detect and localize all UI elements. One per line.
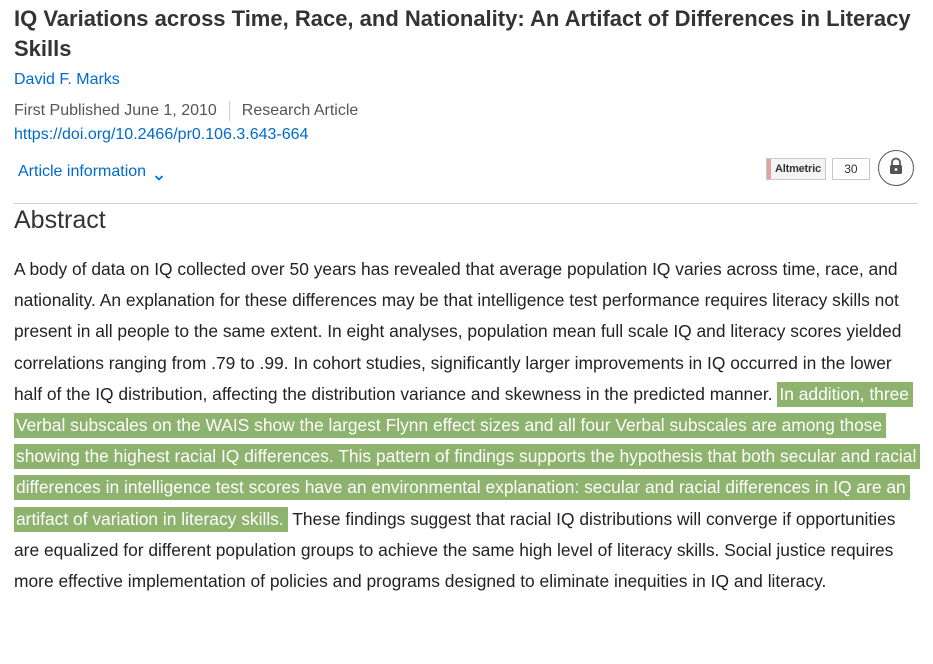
article-information-toggle[interactable] xyxy=(18,160,164,184)
lock-icon xyxy=(888,157,904,180)
publication-meta xyxy=(14,99,358,123)
abstract-text-part-3: These findings suggest that racial IQ distributions will converge if opportunities are equalized for different population groups to achieve the same high level of literacy skills. Social justice requires more effective implementation of policies and programs designed to eliminate inequities in IQ and literacy. xyxy=(14,508,896,592)
abstract-heading: Abstract xyxy=(14,206,106,234)
first-published-date: First Published June 1, 2010 xyxy=(14,102,217,119)
section-divider xyxy=(14,203,918,204)
highlighted-text: In addition, three Verbal subscales on the WAIS show the largest Flynn effect sizes and all four Verbal subscales are among those showing the highest racial IQ differences. This pattern of findings supports the hypothesis that both secular and racial differences in intelligence test scores have an environmental explanation: secular and racial differences in IQ are an artifact of variation in literacy skills. xyxy=(14,382,920,532)
article-information-label: Article information xyxy=(18,163,147,180)
abstract-text-part-1: A body of data on IQ collected over 50 years has revealed that average population IQ varies across time, race, and nationality. An explanation for these differences may be that intelligence test performance requires literacy skills not present in all people to the same extent. In eight analyses, population mean full scale IQ and literacy scores yielded correlations ranging from .79 to .99. In cohort studies, significantly larger improvements in IQ occurred in the lower half of the IQ distribution, affecting the distribution variance and skewness in the predicted manner. xyxy=(14,259,902,404)
chevron-down-icon xyxy=(154,167,164,177)
meta-divider xyxy=(229,101,230,121)
article-type: Research Article xyxy=(241,102,359,119)
altmetric-badge[interactable] xyxy=(766,158,870,180)
altmetric-score: 30 xyxy=(832,158,870,180)
access-lock-button[interactable] xyxy=(878,150,914,186)
altmetric-logo: Altmetric xyxy=(766,158,826,180)
abstract-text xyxy=(14,254,924,597)
article-title: IQ Variations across Time, Race, and Nationality: An Artifact of Differences in Literacy Skills xyxy=(14,6,911,61)
doi-link[interactable]: https://doi.org/10.2466/pr0.106.3.643-664 xyxy=(14,126,309,143)
author-link[interactable]: David F. Marks xyxy=(14,71,120,88)
